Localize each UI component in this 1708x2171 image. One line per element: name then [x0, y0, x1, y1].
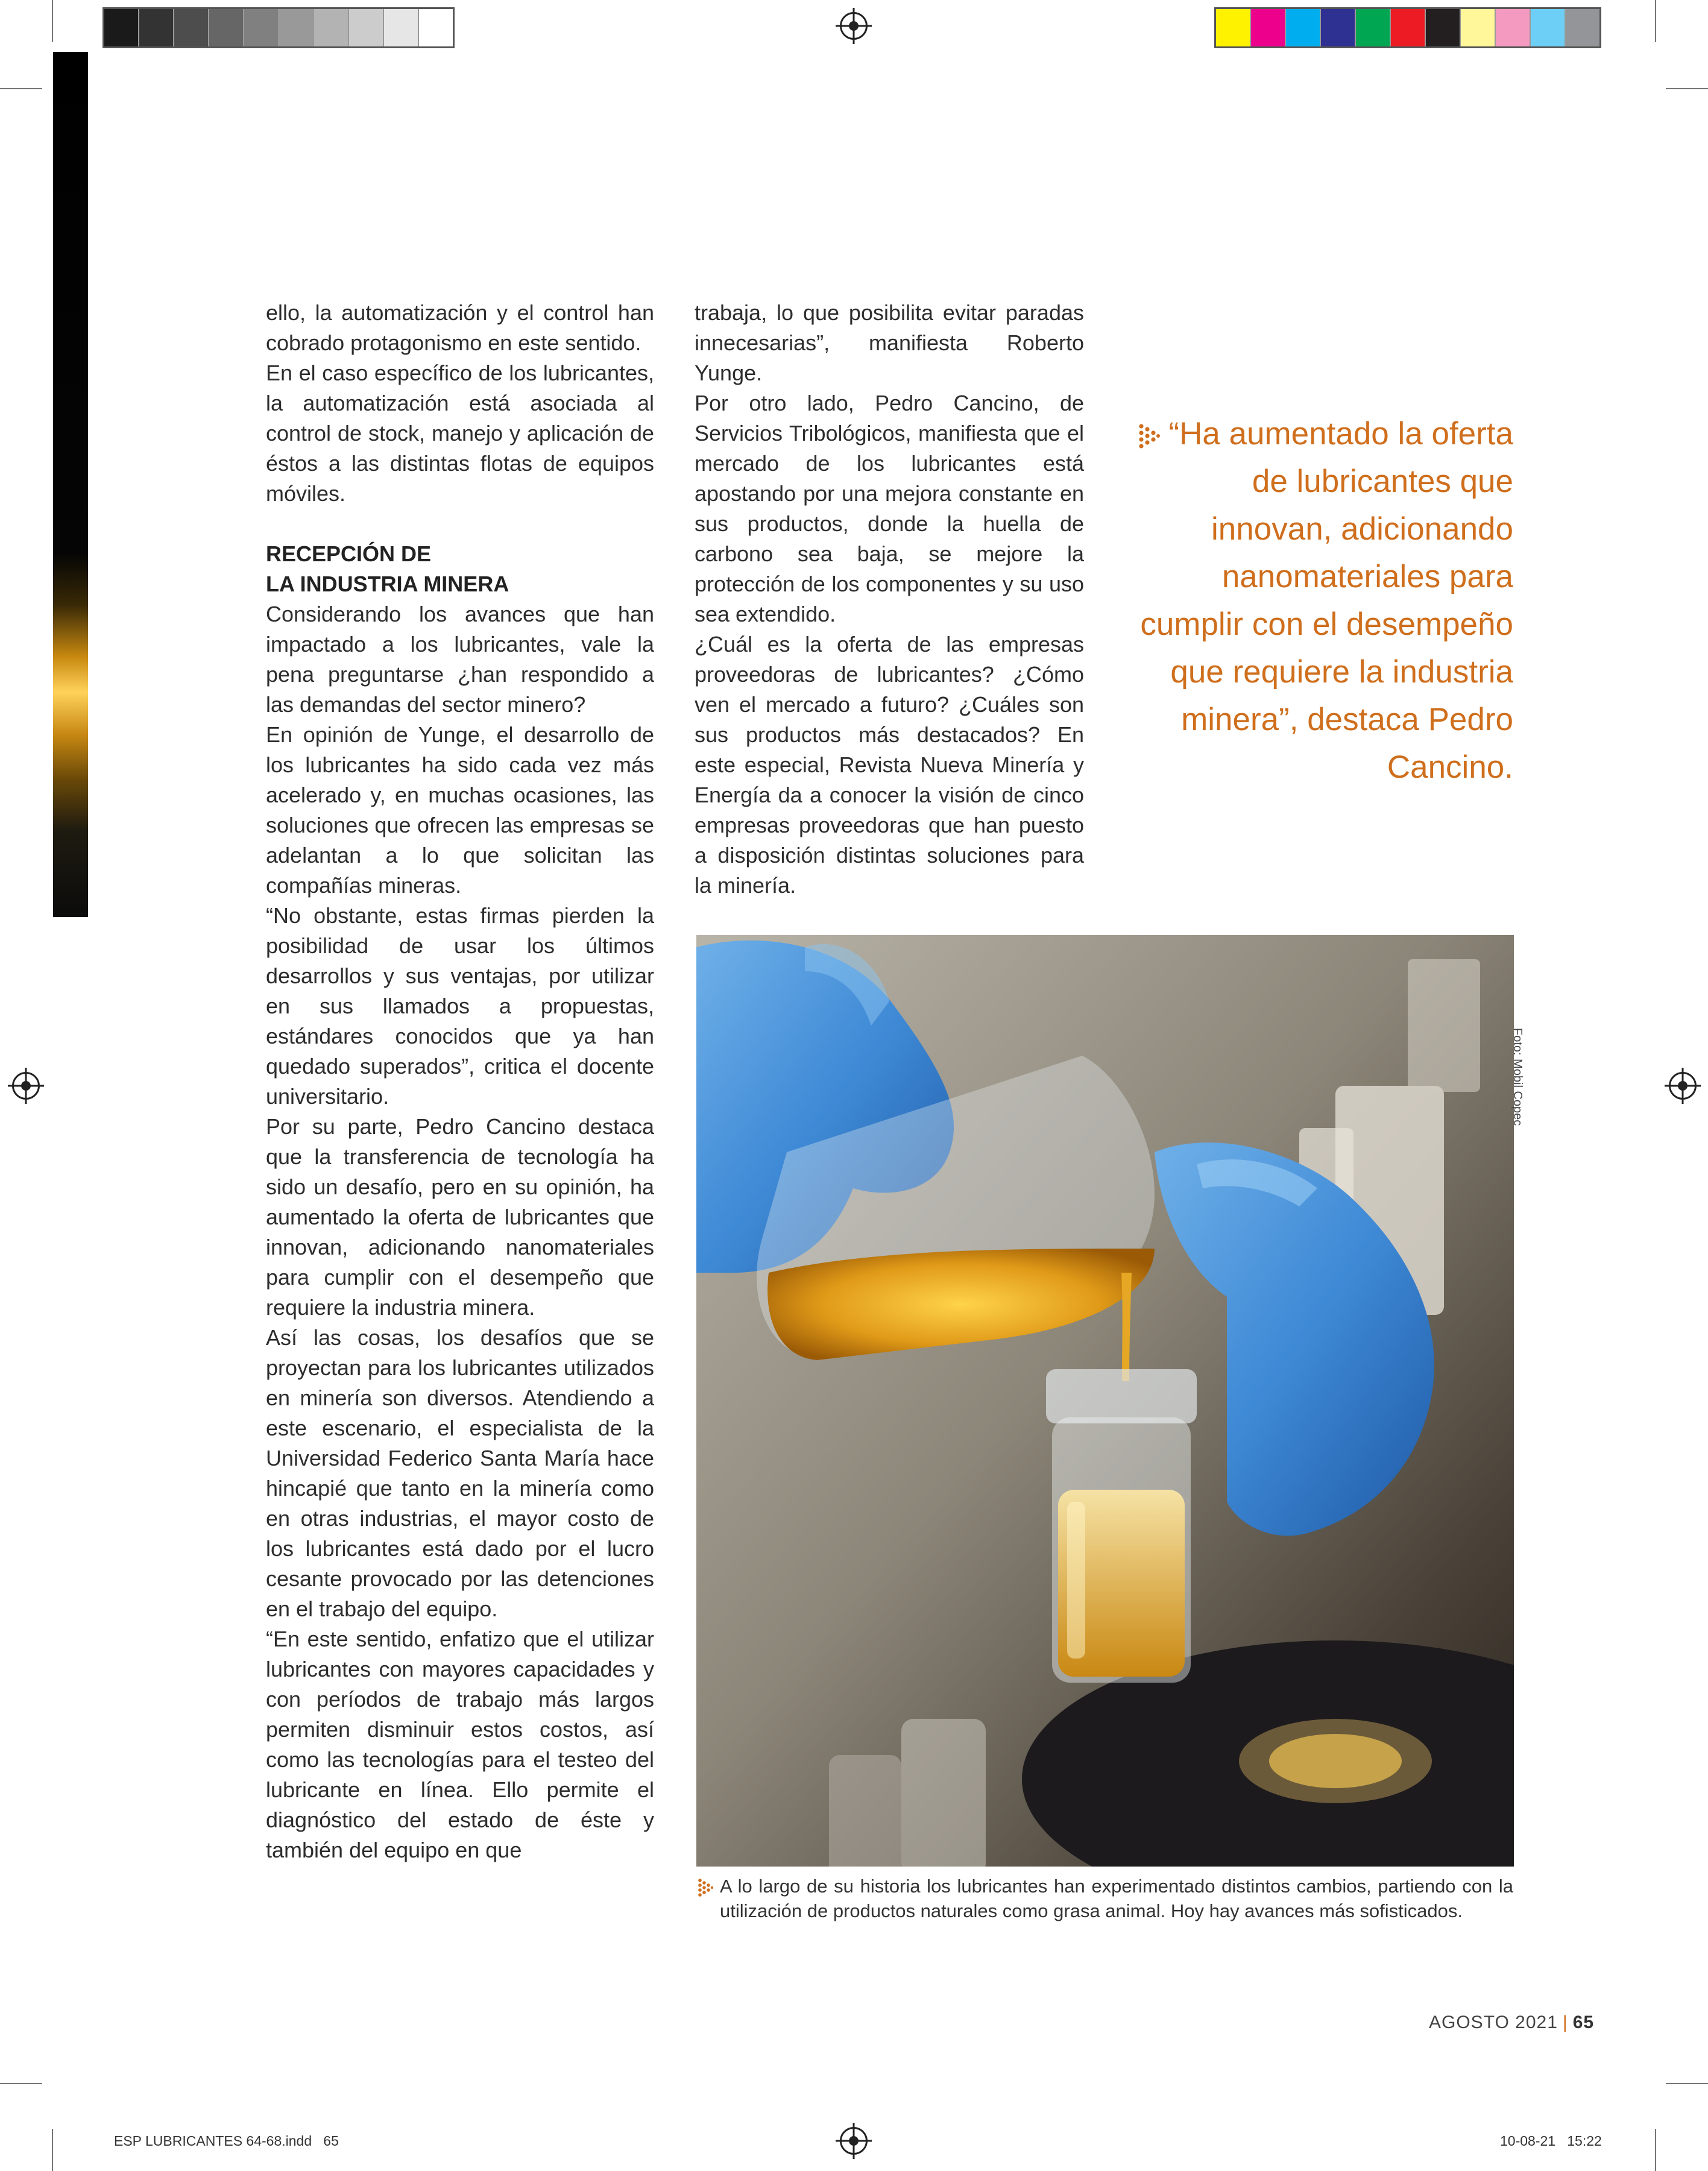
crop-mark: [1655, 2129, 1656, 2171]
color-swatch: [349, 9, 384, 46]
pull-quote: [1133, 410, 1513, 791]
color-swatch: [1286, 9, 1321, 46]
crop-mark: [0, 2083, 42, 2084]
color-swatch: [244, 9, 279, 46]
dots-arrow-icon: [1138, 423, 1160, 450]
color-swatch: [384, 9, 419, 46]
crop-mark: [0, 88, 42, 89]
slug-file-name: ESP LUBRICANTES 64-68.indd 65: [114, 2133, 339, 2149]
crop-mark: [52, 0, 53, 42]
crop-mark: [1666, 88, 1708, 89]
color-swatch: [314, 9, 349, 46]
paragraph: Considerando los avances que han impactado a los lubricantes, vale la pena preguntarse ¿han respondido a las demandas del sector minero?: [266, 602, 654, 717]
pull-quote-text: “Ha aumentado la oferta de lubricantes que innovan, adicionando nanomateriales para cumplir con el desempeño que requiere la industria minera”, destaca Pedro Cancino.: [1140, 416, 1513, 785]
subhead-line: LA INDUSTRIA MINERA: [266, 572, 509, 596]
photo-caption: A lo largo de su historia los lubricantes han experimentado distintos cambios, partiendo con la utilización de productos naturales como grasa animal. Hoy hay avances más sofisticados.: [720, 1876, 1513, 1921]
color-swatch: [1391, 9, 1426, 46]
paragraph: En opinión de Yunge, el desarrollo de los lubricantes ha sido cada vez más acelerado y, en muchas ocasiones, las soluciones que ofrecen las empresas se adelantan a lo que solicitan las compañías mineras.: [266, 722, 654, 898]
crop-mark: [52, 2129, 53, 2171]
photo-credit: Foto: Mobil Copec: [1511, 1028, 1524, 1126]
paragraph: “No obstante, estas firmas pierden la posibilidad de usar los últimos desarrollos y sus ventajas, por utilizar en sus llamados a propuestas, estándares conocidos que ya han quedado superados”, critica el docente universitario.: [266, 903, 654, 1109]
page-edge-bleed-bar: [53, 52, 88, 917]
color-swatch: [104, 9, 139, 46]
color-swatch: [1251, 9, 1286, 46]
color-swatch: [1496, 9, 1531, 46]
color-swatch: [1461, 9, 1496, 46]
color-swatch: [1216, 9, 1251, 46]
crop-mark: [1666, 2083, 1708, 2084]
page-folio: [1429, 2012, 1594, 2033]
registration-dot-top: [849, 21, 859, 31]
color-swatch: [174, 9, 209, 46]
color-swatch: [1531, 9, 1566, 46]
text-column-middle: [695, 298, 1084, 901]
paragraph: ¿Cuál es la oferta de las empresas proveedoras de lubricantes? ¿Cómo ven el mercado a futuro? ¿Cuáles son sus productos más destacados? En este especial, Revista Nueva Minería y Energía da a conocer la visión de cinco empresas proveedoras que han puesto a disposición distintas soluciones para la minería.: [695, 632, 1084, 898]
paragraph: “En este sentido, enfatizo que el utilizar lubricantes con mayores capacidades y con períodos de trabajo más largos permiten disminuir estos costos, así como las tecnologías para el testeo del lubricante en línea. Ello permite el diagnóstico del estado de éste y también del equipo en que: [266, 1627, 654, 1862]
color-swatch: [279, 9, 314, 46]
registration-dot-bottom: [849, 2136, 859, 2146]
slug-datetime: 10-08-21 15:22: [1500, 2133, 1602, 2149]
issue-date: AGOSTO 2021: [1429, 2012, 1558, 2032]
color-swatch: [139, 9, 174, 46]
paragraph: trabaja, lo que posibilita evitar paradas innecesarias”, manifiesta Roberto Yunge.: [695, 300, 1084, 385]
dots-arrow-icon: [698, 1878, 713, 1898]
color-swatch: [1356, 9, 1391, 46]
paragraph: En el caso específico de los lubricantes, la automatización está asociada al control de stock, manejo y aplicación de éstos a las distintas flotas de equipos móviles.: [266, 361, 654, 506]
color-swatch: [1566, 9, 1599, 46]
color-swatch: [419, 9, 453, 46]
registration-dot-right: [1678, 1081, 1688, 1091]
page-number: 65: [1572, 2012, 1595, 2032]
folio-separator: |: [1562, 2012, 1568, 2032]
crop-mark: [1655, 0, 1656, 42]
color-swatch-bar: [1214, 7, 1601, 48]
paragraph: Por su parte, Pedro Cancino destaca que la transferencia de tecnología ha sido un desafío, pero en su opinión, ha aumentado la oferta de lubricantes que innovan, adicionando nanomateriales para cumplir con el desempeño que requiere la industria minera.: [266, 1114, 654, 1320]
subhead-line: RECEPCIÓN DE: [266, 541, 432, 566]
lab-photo-pouring-lubricant: [696, 935, 1514, 1867]
paragraph: Así las cosas, los desafíos que se proyectan para los lubricantes utilizados en minería son diversos. Atendiendo a este escenario, el especialista de la Universidad Federico Santa María hace hincapié que tanto en la minería como en otras industrias, el mayor costo de los lubricantes está dado por el lucro cesante provocado por las detenciones en el trabajo del equipo.: [266, 1325, 654, 1621]
section-subhead: [266, 539, 654, 599]
paragraph: ello, la automatización y el control han cobrado protagonismo en este sentido.: [266, 300, 654, 355]
registration-dot-left: [21, 1081, 31, 1091]
text-column-left: [266, 298, 654, 1865]
color-swatch: [1426, 9, 1461, 46]
color-swatch: [1321, 9, 1356, 46]
grayscale-swatch-bar: [102, 7, 455, 48]
paragraph: Por otro lado, Pedro Cancino, de Servicios Tribológicos, manifiesta que el mercado de los lubricantes está apostando por una mejora constante en sus productos, donde la huella de carbono sea baja, se mejore la protección de los componentes y su uso sea extendido.: [695, 391, 1084, 626]
color-swatch: [209, 9, 244, 46]
